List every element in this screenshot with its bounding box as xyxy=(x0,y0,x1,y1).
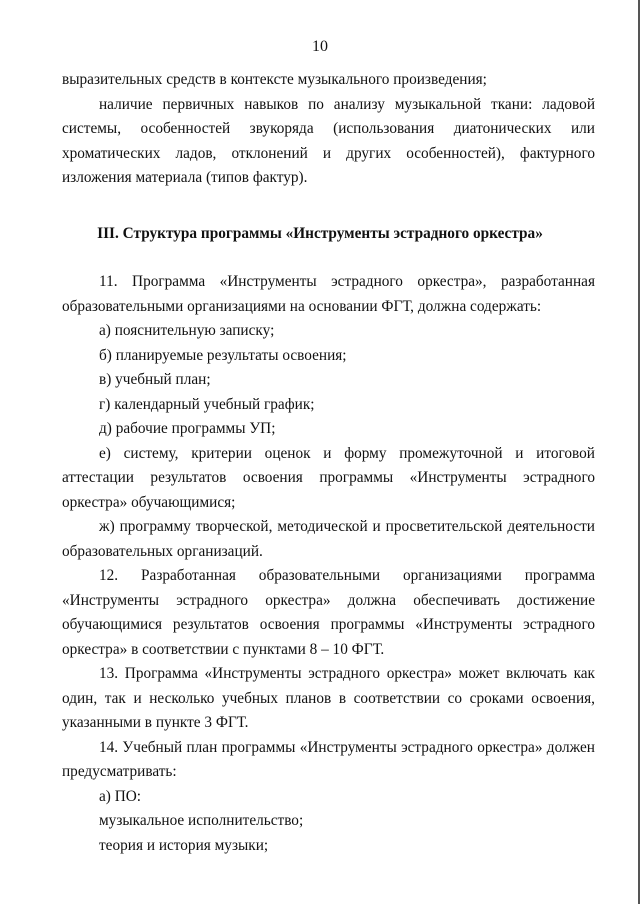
paragraph-12: 12. Разработанная образовательными организациями программа «Инструменты эстрадного оркестра» должна обеспечивать достижение обучающимися результатов освоения программы «Инструменты эстрадного оркестра» в соответствии с пунктами 8 – 10 ФГТ. xyxy=(62,567,595,658)
list-item-e: е) систему, критерии оценок и форму промежуточной и итоговой аттестации результатов освоения программы «Инструменты эстрадного оркестра» обучающимися; xyxy=(62,444,595,511)
list-item-a: а) пояснительную записку; xyxy=(99,322,275,339)
list-item-zh: ж) программу творческой, методической и просветительской деятельности образовательных организаций. xyxy=(62,518,595,560)
paragraph-13: 13. Программа «Инструменты эстрадного оркестра» может включать как один, так и несколько учебных планов в соответствии со сроками освоения, указанными в пункте 3 ФГТ. xyxy=(62,665,595,731)
tail-item-theory: теория и история музыки; xyxy=(99,836,269,854)
list-item-b: б) планируемые результаты освоения; xyxy=(99,346,347,364)
intro-block xyxy=(62,68,595,191)
tail-item-performance: музыкальное исполнительство; xyxy=(99,812,304,829)
intro-paragraph: наличие первичных навыков по анализу музыкальной ткани: ладовой системы, особенностей звукоряда (использования диатонических или хроматических ладов, отклонений и других особенностей), фактурного изложения материала (типов фактур). xyxy=(62,95,595,186)
section-heading: III. Структура программы «Инструменты эстрадного оркестра» xyxy=(97,225,543,242)
paragraph-14: 14. Учебный план программы «Инструменты эстрадного оркестра» должен предусматривать: xyxy=(62,738,595,780)
list-item-d: д) рабочие программы УП; xyxy=(99,420,276,437)
tail-item-po: а) ПО: xyxy=(99,787,142,805)
list-item-g: г) календарный учебный график; xyxy=(99,395,315,413)
section-body xyxy=(62,270,595,858)
paragraph-11: 11. Программа «Инструменты эстрадного оркестра», разработанная образовательными организациями на основании ФГТ, должна содержать: xyxy=(62,273,595,315)
page-number: 10 xyxy=(312,38,328,55)
list-item-v: в) учебный план; xyxy=(99,371,211,388)
intro-line: выразительных средств в контексте музыкального произведения; xyxy=(62,71,487,88)
